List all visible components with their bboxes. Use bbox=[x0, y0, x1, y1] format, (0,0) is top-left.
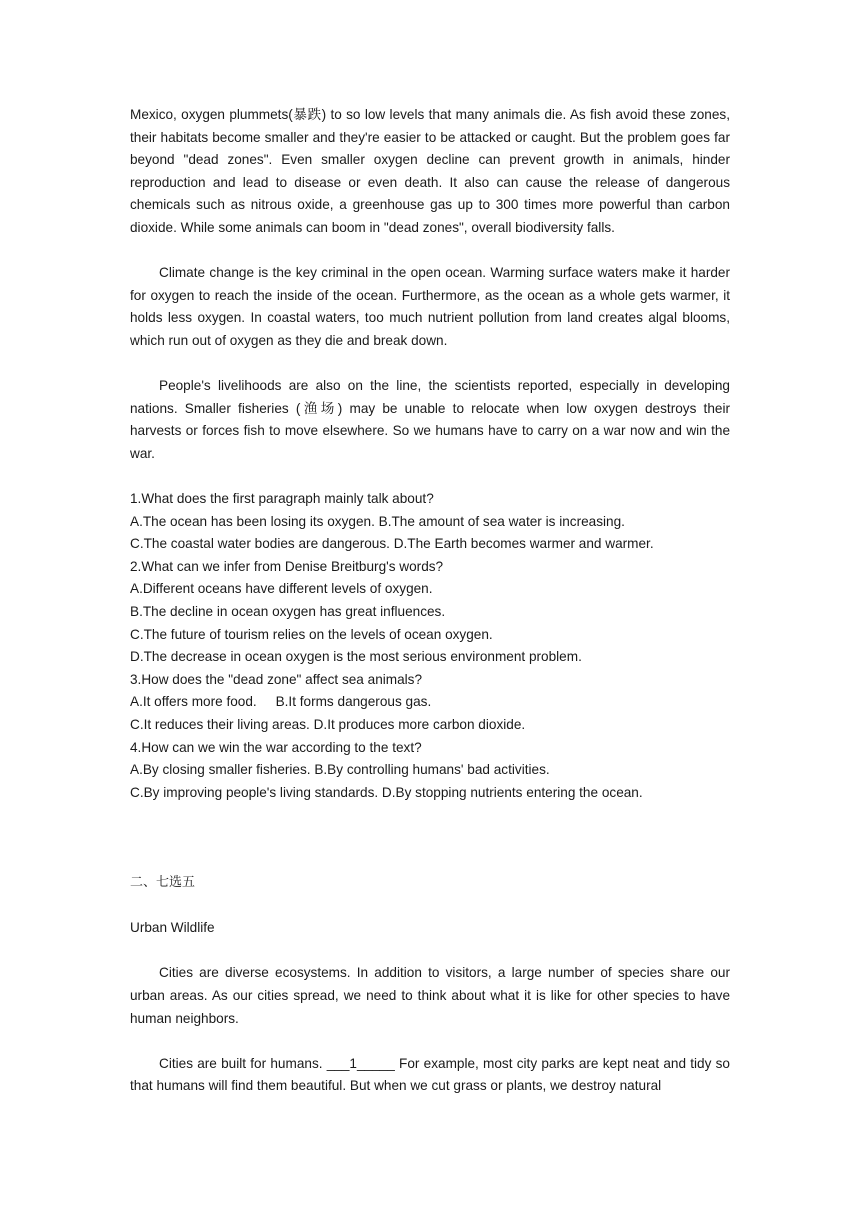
section-gap bbox=[130, 804, 730, 849]
question-4-options-cd: C.By improving people's living standards. D.By stopping nutrients entering the ocean. bbox=[130, 784, 643, 800]
document-content bbox=[130, 104, 730, 1121]
question-3-options-cd: C.It reduces their living areas. D.It produces more carbon dioxide. bbox=[130, 717, 526, 733]
passage-paragraph-3: People's livelihoods are also on the line, the scientists reported, especially in developing nations. Smaller fisheries (渔场) may be unable to relocate when low oxygen destroys their harvests or forces fish to move elsewhere. So we humans have to carry on a war now and win the war. bbox=[130, 378, 730, 461]
question-3-options-ab: A.It offers more food. B.It forms dangerous gas. bbox=[130, 694, 432, 710]
question-1-options-cd: C.The coastal water bodies are dangerous. D.The Earth becomes warmer and warmer. bbox=[130, 536, 654, 552]
question-4: 4.How can we win the war according to the text? bbox=[130, 739, 422, 755]
passage-paragraph-2: Climate change is the key criminal in the open ocean. Warming surface waters make it harder for oxygen to reach the inside of the ocean. Furthermore, as the ocean as a whole gets warmer, it holds less oxygen. In coastal waters, too much nutrient pollution from land creates algal blooms, which run out of oxygen as they die and break down. bbox=[130, 265, 730, 348]
question-2-option-c: C.The future of tourism relies on the levels of ocean oxygen. bbox=[130, 626, 493, 642]
section-title: Urban Wildlife bbox=[130, 920, 215, 936]
section-paragraph-2: Cities are built for humans. ___1_____ For example, most city parks are kept neat and tidy so that humans will find them beautiful. But when we cut grass or plants, we destroy natural bbox=[130, 1055, 730, 1094]
question-1-options-ab: A.The ocean has been losing its oxygen. B.The amount of sea water is increasing. bbox=[130, 513, 625, 529]
questions-block bbox=[130, 488, 730, 804]
spacer bbox=[130, 849, 730, 872]
question-2: 2.What can we infer from Denise Breitburg's words? bbox=[130, 558, 444, 574]
question-4-options-ab: A.By closing smaller fisheries. B.By controlling humans' bad activities. bbox=[130, 762, 550, 778]
section-heading: 二、七选五 bbox=[130, 875, 196, 890]
section-paragraph-1: Cities are diverse ecosystems. In addition to visitors, a large number of species share our urban areas. As our cities spread, we need to think about what it is like for other species to have human neighbors. bbox=[130, 965, 730, 1026]
question-3: 3.How does the "dead zone" affect sea animals? bbox=[130, 671, 423, 687]
question-1: 1.What does the first paragraph mainly talk about? bbox=[130, 491, 434, 507]
question-2-option-a: A.Different oceans have different levels of oxygen. bbox=[130, 581, 433, 597]
question-2-option-b: B.The decline in ocean oxygen has great influences. bbox=[130, 604, 446, 620]
passage-paragraph-1: Mexico, oxygen plummets(暴跌) to so low levels that many animals die. As fish avoid these zones, their habitats become smaller and they're easier to be attacked or caught. But the problem goes far beyond "dead zones". Even smaller oxygen decline can prevent growth in animals, hinder reproduction and lead to disease or even death. It also can cause the release of dangerous chemicals such as nitrous oxide, a greenhouse gas up to 300 times more powerful than carbon dioxide. While some animals can boom in "dead zones", overall biodiversity falls. bbox=[130, 107, 730, 235]
question-2-option-d: D.The decrease in ocean oxygen is the most serious environment problem. bbox=[130, 649, 582, 665]
